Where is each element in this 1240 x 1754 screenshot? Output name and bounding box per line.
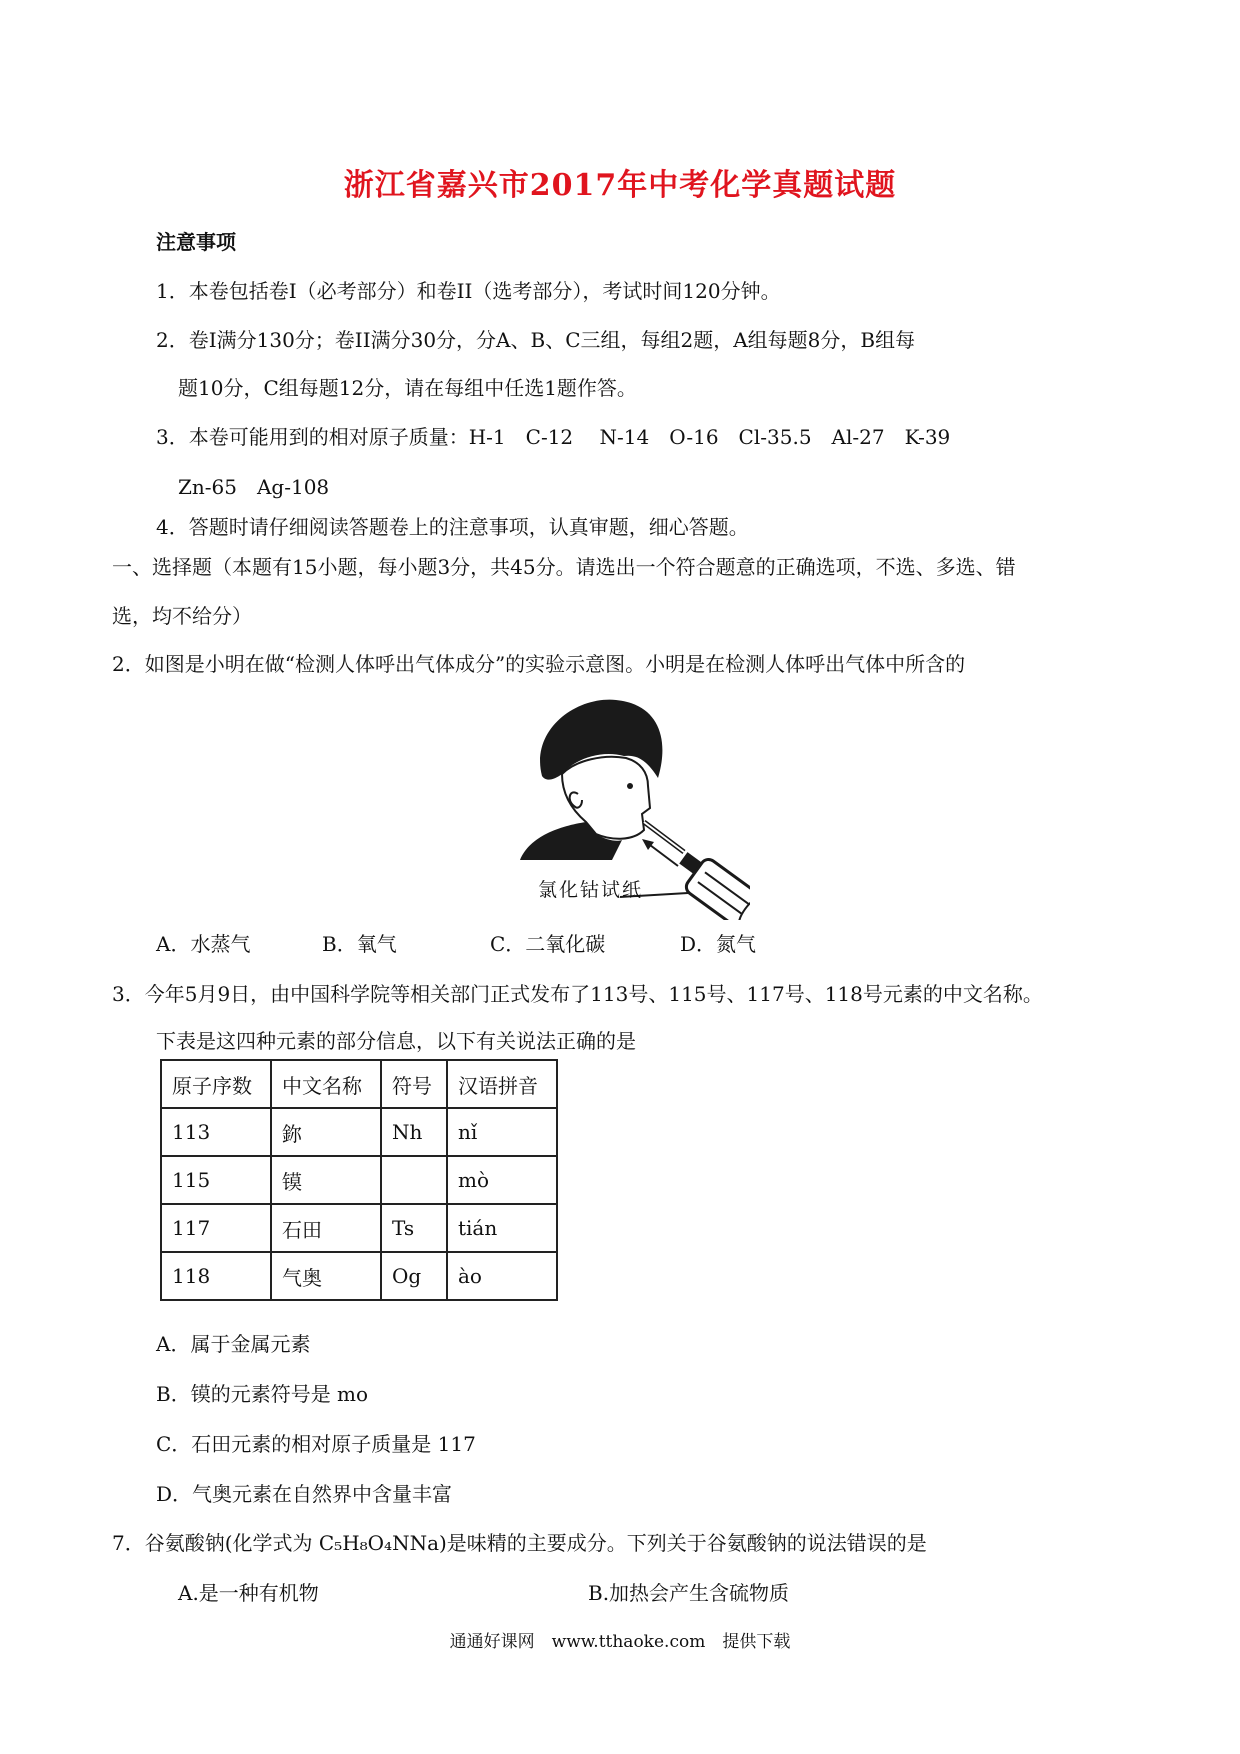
question-2-option-d: D．氮气 — [680, 932, 757, 956]
table-cell: 117 — [161, 1204, 271, 1252]
table-cell: nǐ — [447, 1108, 557, 1156]
table-row — [161, 1252, 557, 1300]
notice-heading: 注意事项 — [156, 230, 236, 254]
notice-item-4: 4．答题时请仔细阅读答题卷上的注意事项，认真审题，细心答题。 — [156, 515, 749, 539]
question-3-option-d: D．气奥元素在自然界中含量丰富 — [156, 1482, 453, 1506]
table-header-row — [161, 1060, 557, 1108]
page-title: 浙江省嘉兴市2017年中考化学真题试题 — [343, 168, 897, 203]
question-7-option-b: B.加热会产生含硫物质 — [588, 1581, 790, 1605]
question-2-option-a: A．水蒸气 — [156, 932, 251, 956]
notice-item-3-line-1: 3．本卷可能用到的相对原子质量：H-1 C-12 N-14 O-16 Cl-35.5 Al-27 K-39 — [156, 425, 951, 449]
table-cell: Ts — [381, 1204, 447, 1252]
question-3-stem-line-1: 3．今年5月9日，由中国科学院等相关部门正式发布了113号、115号、117号、118号元素的中文名称。 — [112, 982, 1043, 1006]
question-2-option-b: B．氧气 — [322, 932, 397, 956]
question-3-option-c: C．石田元素的相对原子质量是 117 — [156, 1432, 476, 1456]
question-3-option-b: B．镆的元素符号是 mo — [156, 1382, 369, 1406]
notice-item-2-line-2: 题10分，C组每题12分，请在每组中任选1题作答。 — [178, 376, 637, 400]
table-cell: 气奥 — [271, 1252, 381, 1300]
table-cell: 鉨 — [271, 1108, 381, 1156]
table-row — [161, 1108, 557, 1156]
table-cell: 115 — [161, 1156, 271, 1204]
table-header-cell: 中文名称 — [271, 1060, 381, 1108]
question-7-stem: 7．谷氨酸钠(化学式为 C₅H₈O₄NNa)是味精的主要成分。下列关于谷氨酸钠的说法错误的是 — [112, 1531, 927, 1555]
table-cell: 镆 — [271, 1156, 381, 1204]
table-cell: 石田 — [271, 1204, 381, 1252]
notice-item-3-line-2: Zn-65 Ag-108 — [178, 475, 330, 499]
table-cell: Og — [381, 1252, 447, 1300]
table-cell: mò — [447, 1156, 557, 1204]
figure-label-cobalt-paper: 氯化钴试纸 — [538, 879, 644, 901]
question-3-stem-line-2: 下表是这四种元素的部分信息，以下有关说法正确的是 — [156, 1029, 636, 1053]
table-cell: 113 — [161, 1108, 271, 1156]
question-3-option-a: A．属于金属元素 — [156, 1332, 311, 1356]
notice-item-1: 1．本卷包括卷Ⅰ（必考部分）和卷II（选考部分），考试时间120分钟。 — [156, 279, 781, 303]
notice-item-2-line-1: 2．卷Ⅰ满分130分；卷II满分30分，分A、B、C三组，每组2题，A组每题8分，B组每 — [156, 328, 916, 352]
section-1-heading-line-1: 一、选择题（本题有15小题，每小题3分，共45分。请选出一个符合题意的正确选项，不选、多选、错 — [112, 555, 1016, 579]
question-2-option-c: C．二氧化碳 — [490, 932, 606, 956]
section-1-heading-line-2: 选，均不给分） — [112, 604, 252, 628]
question-7-option-a: A.是一种有机物 — [178, 1581, 319, 1605]
table-cell: tián — [447, 1204, 557, 1252]
table-header-cell: 汉语拼音 — [447, 1060, 557, 1108]
table-cell: ào — [447, 1252, 557, 1300]
table-row — [161, 1204, 557, 1252]
table-cell — [381, 1156, 447, 1204]
table-cell: 118 — [161, 1252, 271, 1300]
element-info-table — [160, 1059, 558, 1301]
table-cell: Nh — [381, 1108, 447, 1156]
page-footer: 通通好课网 www.tthaoke.com 提供下载 — [449, 1632, 791, 1652]
table-header-cell: 原子序数 — [161, 1060, 271, 1108]
table-header-cell: 符号 — [381, 1060, 447, 1108]
question-2-stem: 2．如图是小明在做“检测人体呼出气体成分”的实验示意图。小明是在检测人体呼出气体中所含的 — [112, 652, 966, 676]
table-row — [161, 1156, 557, 1204]
